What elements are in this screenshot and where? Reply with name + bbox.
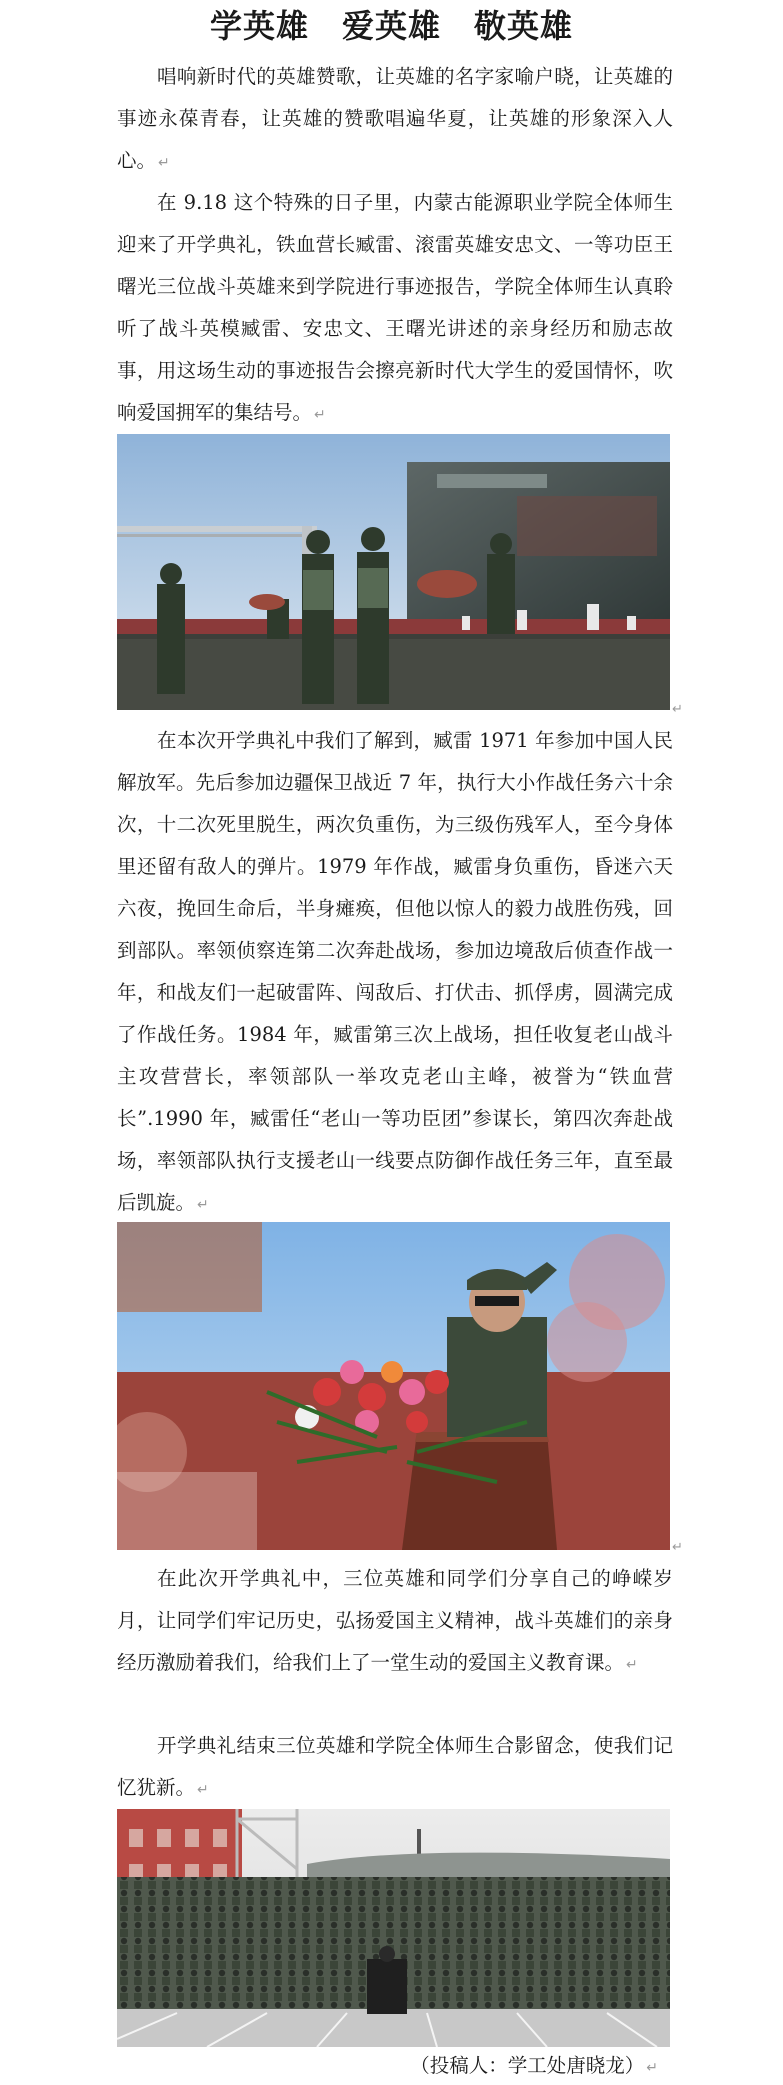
paragraph-mark-icon: ↵ [314,407,326,423]
paragraph-text: 唱响新时代的英雄赞歌，让英雄的名字家喻户晓，让英雄的事迹永葆青春，让英雄的赞歌唱遍华夏，让英雄的形象深入人心。 [117,65,673,172]
paragraph-2 [117,182,673,436]
salute-podium-image [117,1222,670,1550]
paragraph-5 [117,1725,673,1811]
paragraph-text: 在 9.18 这个特殊的日子里，内蒙古能源职业学院全体师生迎来了开学典礼，铁血营长臧雷、滚雷英雄安忠文、一等功臣王曙光三位战斗英雄来到学院进行事迹报告，学院全体师生认真聆听了战斗英模臧雷、安忠文、王曙光讲述的亲身经历和励志故事，用这场生动的事迹报告会擦亮新时代大学生的爱国情怀，吹响爱国拥军的集结号。 [117,191,673,424]
paragraph-3 [117,720,673,1226]
byline [410,2052,658,2082]
paragraph-mark-icon: ↵ [197,1197,209,1213]
paragraph-mark-icon: ↵ [626,1657,638,1673]
group-photo [117,1809,670,2047]
ceremony-stage-image [117,434,670,710]
paragraph-text: 开学典礼结束三位英雄和学院全体师生合影留念，使我们记忆犹新。 [117,1734,673,1799]
paragraph-mark-icon: ↵ [646,2060,658,2076]
paragraph-1 [117,56,673,184]
paragraph-mark-icon: ↵ [672,1540,683,1555]
paragraph-text: 在本次开学典礼中我们了解到，臧雷 1971 年参加中国人民解放军。先后参加边疆保卫战近 7 年，执行大小作战任务六十余次，十二次死里脱生，两次负重伤，为三级伤残军人，至今身体里还留有敌人的弹片。1979 年作战，臧雷身负重伤，昏迷六天六夜，挽回生命后，半身瘫痪，但他以惊人的毅力战胜伤残，回到部队。率领侦察连第二次奔赴战场，参加边境敌后侦查作战一年，和战友们一起破雷阵、闯敌后、打伏击、抓俘虏，圆满完成了作战任务。1984 年，臧雷第三次上战场，担任收复老山战斗主攻营营长，率领部队一举攻克老山主峰，被誉为“铁血营长”.1990 年，臧雷任“老山一等功臣团”参谋长，第四次奔赴战场，率领部队执行支援老山一线要点防御作战任务三年，直至最后凯旋。 [117,729,673,1214]
paragraph-mark-icon: ↵ [672,702,683,717]
paragraph-text: 在此次开学典礼中，三位英雄和同学们分享自己的峥嵘岁月，让同学们牢记历史，弘扬爱国主义精神，战斗英雄们的亲身经历激励着我们，给我们上了一堂生动的爱国主义教育课。 [117,1567,673,1674]
group-photo-image [117,1809,670,2047]
paragraph-mark-icon: ↵ [197,1782,209,1798]
paragraph-mark-icon: ↵ [158,155,170,171]
ceremony-stage-photo [117,434,670,710]
salute-podium-photo [117,1222,670,1550]
byline-text: （投稿人：学工处唐晓龙） [410,2054,645,2077]
paragraph-4 [117,1558,673,1686]
article-title: 学英雄 爱英雄 敬英雄 [209,7,573,45]
